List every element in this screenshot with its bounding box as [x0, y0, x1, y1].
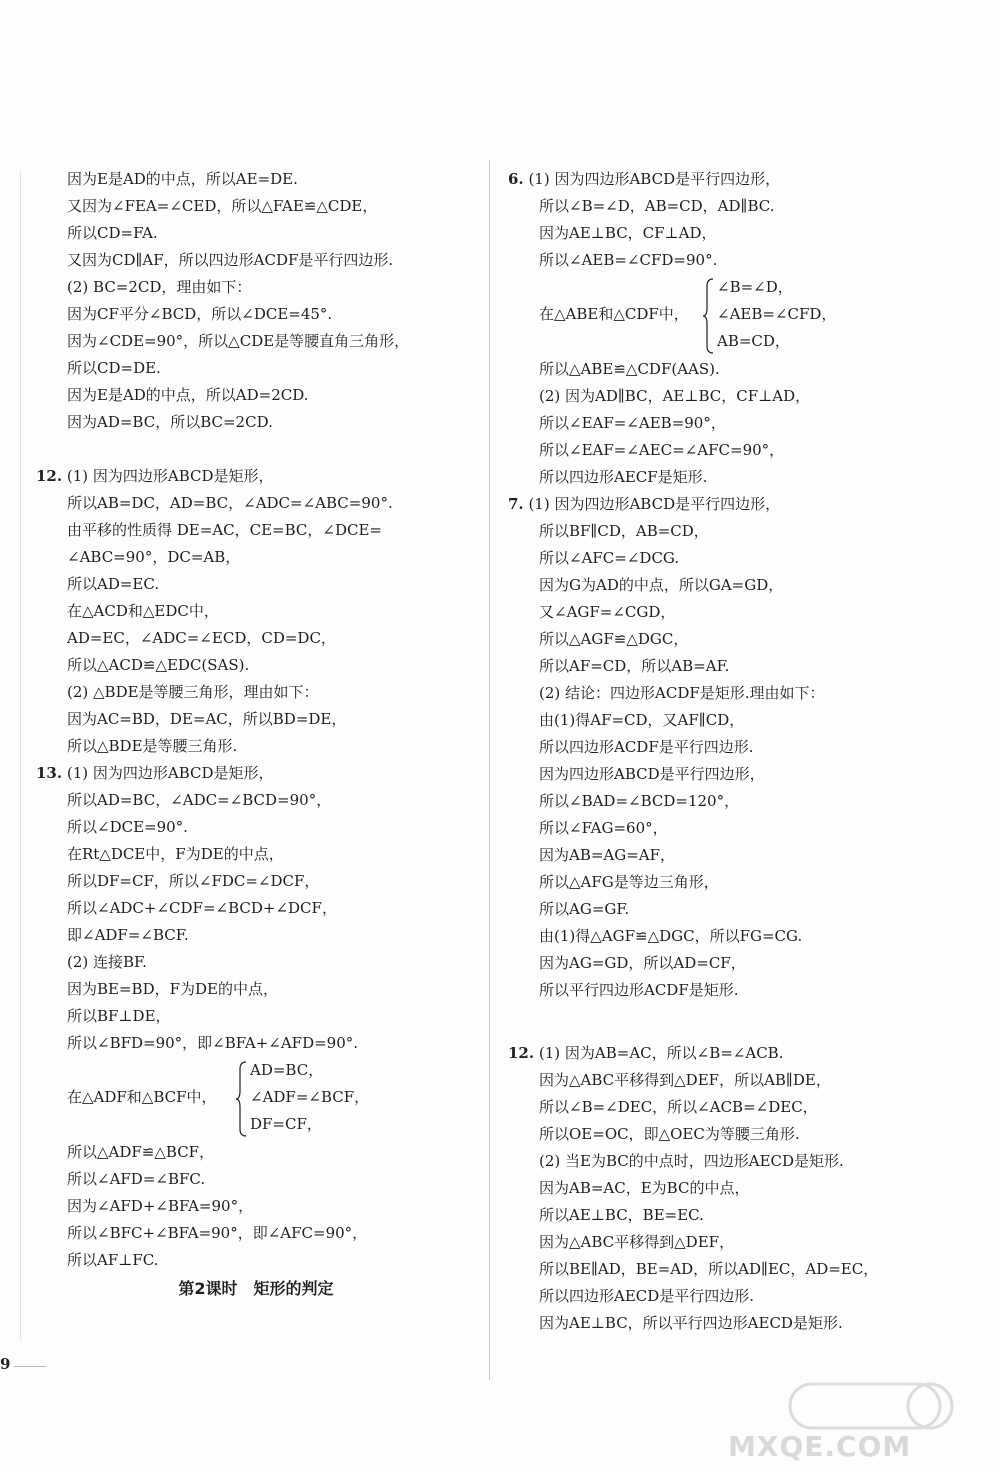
answer-line: 所以BF⊥DE， — [67, 1007, 171, 1025]
answer-line: 所以∠EAF=∠AEB=90°， — [539, 414, 726, 432]
answer-line: 因为∠CDE=90°，所以△CDE是等腰直角三角形， — [67, 332, 410, 350]
answer-line: 所以四边形AECD是平行四边形. — [539, 1287, 755, 1305]
answer-line: 所以AE⊥BC，BE=EC. — [539, 1206, 704, 1224]
answer-12-lines — [36, 463, 476, 760]
brace-lines — [717, 274, 836, 355]
answer-line: 因为AG=GD，所以AD=CF， — [539, 954, 746, 972]
answer-text: (1) 因为四边形ABCD是平行四边形， — [523, 170, 781, 188]
answer-line: 因为AB=AG=AF， — [539, 846, 676, 864]
answer-line: 所以∠EAF=∠AEC=∠AFC=90°， — [539, 441, 785, 459]
answer-line: 因为E是AD的中点，所以AD=2CD. — [67, 386, 309, 404]
answer-line: 所以∠FAG=60°， — [539, 819, 668, 837]
answer-text: (1) 因为四边形ABCD是矩形， — [62, 467, 274, 485]
question-number: 12. — [508, 1044, 535, 1062]
answer-line: 因为∠AFD+∠BFA=90°， — [67, 1197, 254, 1215]
answer-line: 所以∠ADC+∠CDF=∠BCD+∠DCF， — [67, 899, 337, 917]
answer-line: 所以OE=OC，即△OEC为等腰三角形. — [539, 1125, 800, 1143]
answer-line: 所以平行四边形ACDF是矩形. — [539, 981, 739, 999]
margin-rule — [20, 170, 21, 1340]
answer-line: 在Rt△DCE中，F为DE的中点， — [67, 845, 284, 863]
answer-line: 所以∠AFC=∠DCG. — [539, 549, 680, 567]
answer-line: 所以∠B=∠D，AB=CD，AD∥BC. — [539, 197, 775, 215]
answer-6 — [508, 166, 958, 491]
answer-line: 因为AC=BD，DE=AC，所以BD=DE， — [67, 710, 347, 728]
answer-line: 因为△ABC平移得到△DEF， — [539, 1233, 735, 1251]
answer-row-8-11 — [508, 1004, 958, 1040]
answer-line: 因为BE=BD，F为DE的中点， — [67, 980, 278, 998]
answer-line: 所以AG=GF. — [539, 900, 630, 918]
answer-line: 即∠ADF=∠BCF. — [67, 926, 189, 944]
answer-line: 由平移的性质得 DE=AC，CE=BC，∠DCE= — [67, 521, 382, 539]
answer-line: 因为AB=AC，E为BC的中点， — [539, 1179, 750, 1197]
column-divider — [489, 160, 490, 1380]
answer-line: (2) 因为AD∥BC，AE⊥BC，CF⊥AD， — [539, 387, 811, 405]
question-number: 7. — [508, 495, 524, 513]
answer-line: 所以AB=DC，AD=BC，∠ADC=∠ABC=90°. — [67, 494, 393, 512]
answer-line: AB=CD， — [717, 332, 790, 350]
answer-line: 又∠AGF=∠CGD， — [539, 603, 676, 621]
answer-line: 因为△ABC平移得到△DEF，所以AB∥DE， — [539, 1071, 831, 1089]
answer-line: 因为AE⊥BC，所以平行四边形AECD是矩形. — [539, 1314, 843, 1332]
answer-line: AD=EC，∠ADC=∠ECD，CD=DC， — [67, 629, 336, 647]
answer-line — [36, 463, 476, 490]
answer-line: ∠AEB=∠CFD， — [717, 305, 837, 323]
right-column — [508, 166, 958, 1337]
answer-line: 因为AD=BC，所以BC=2CD. — [67, 413, 273, 431]
answer-line: 又因为∠FEA=∠CED，所以△FAE≌△CDE， — [67, 197, 378, 215]
answer-line: AD=BC， — [250, 1061, 324, 1079]
answer-line: 所以△AGF≌△DGC， — [539, 630, 689, 648]
answer-line: 所以∠AEB=∠CFD=90°. — [539, 251, 718, 269]
answer-6-lines — [508, 166, 958, 274]
answer-line: 所以AF⊥FC. — [67, 1251, 159, 1269]
answer-line: 所以AD=BC，∠ADC=∠BCD=90°， — [67, 791, 332, 809]
answer-block-continued — [36, 166, 476, 436]
section-title: 第2课时 矩形的判定 — [178, 1279, 334, 1298]
answer-line: 所以△ABE≌△CDF(AAS). — [539, 360, 720, 378]
answer-line: 所以∠AFD=∠BFC. — [67, 1170, 206, 1188]
answer-6-lines-continued — [508, 356, 958, 491]
answer-line: 所以∠BFC+∠BFA=90°，即∠AFC=90°， — [67, 1224, 368, 1242]
answer-line: 由(1)得△AGF≌△DGC，所以FG=CG. — [539, 927, 803, 945]
answer-line: 因为CF平分∠BCD，所以∠DCE=45°. — [67, 305, 333, 323]
left-column — [36, 166, 476, 1331]
answer-line: 所以AD=EC. — [67, 575, 160, 593]
answer-line: 所以∠DCE=90°. — [67, 818, 188, 836]
answer-line: 因为G为AD的中点，所以GA=GD， — [539, 576, 784, 594]
answer-line: ∠ABC=90°，DC=AB， — [67, 548, 241, 566]
answer-line: ∠B=∠D， — [717, 278, 793, 296]
answer-line — [508, 166, 958, 193]
answer-line: 所以∠B=∠DEC，所以∠ACB=∠DEC， — [539, 1098, 818, 1116]
answer-13-lines — [36, 760, 476, 1057]
page-number-rule — [14, 1366, 46, 1367]
answer-line: 因为四边形ABCD是平行四边形， — [539, 765, 765, 783]
answer-line: 所以△AFG是等边三角形， — [539, 873, 719, 891]
curly-brace-icon — [236, 1061, 248, 1137]
answer-line: 所以BF∥CD，AB=CD， — [539, 522, 709, 540]
watermark — [640, 1378, 980, 1468]
answer-12-lines — [508, 1040, 958, 1337]
page-number: 9 — [0, 1355, 11, 1373]
answer-line: 所以∠BAD=∠BCD=120°， — [539, 792, 740, 810]
curly-brace-icon — [703, 278, 715, 354]
answer-line: 因为AE⊥BC，CF⊥AD， — [539, 224, 717, 242]
answer-line: ∠ADF=∠BCF， — [250, 1088, 370, 1106]
answer-13-lines-continued — [36, 1139, 476, 1274]
answer-line: (2) BC=2CD，理由如下： — [67, 278, 252, 296]
answer-line — [36, 760, 476, 787]
answer-line: 所以CD=FA. — [67, 224, 158, 242]
answer-line: 所以四边形AECF是矩形. — [539, 468, 708, 486]
answer-line: 所以∠BFD=90°，即∠BFA+∠AFD=90°. — [67, 1034, 359, 1052]
watermark-text: MXQE.COM — [728, 1430, 912, 1463]
answer-line: (2) 当E为BC的中点时，四边形AECD是矩形. — [539, 1152, 844, 1170]
brace-system: 在△ADF和△BCF中， AD=BC， ∠ADF=∠BCF， DF=CF， — [36, 1057, 476, 1139]
answer-text: (1) 因为四边形ABCD是矩形， — [62, 764, 274, 782]
answer-line — [508, 1040, 958, 1067]
answer-12 — [36, 463, 476, 760]
question-number: 6. — [508, 170, 524, 188]
answer-line: 所以CD=DE. — [67, 359, 161, 377]
answer-line: 由(1)得AF=CD，又AF∥CD， — [539, 711, 745, 729]
answer-13 — [36, 760, 476, 1274]
answer-line: DF=CF， — [250, 1115, 322, 1133]
answer-12 — [508, 1040, 958, 1337]
answer-line: 所以四边形ACDF是平行四边形. — [539, 738, 754, 756]
answer-line: (2) 连接BF. — [67, 953, 147, 971]
question-number: 12. — [36, 467, 63, 485]
answer-line — [508, 491, 958, 518]
answer-line: 所以AF=CD，所以AB=AF. — [539, 657, 730, 675]
answer-line: 所以△BDE是等腰三角形. — [67, 737, 238, 755]
answer-7-lines — [508, 491, 958, 1004]
answer-line: 因为E是AD的中点，所以AE=DE. — [67, 170, 298, 188]
answer-text: (1) 因为AB=AC，所以∠B=∠ACB. — [534, 1044, 784, 1062]
brace-system: 在△ABE和△CDF中， ∠B=∠D， ∠AEB=∠CFD， AB=CD， — [508, 274, 958, 356]
brace-lines — [250, 1057, 369, 1138]
answer-line: (2) 结论：四边形ACDF是矩形.理由如下： — [539, 684, 825, 702]
answer-7 — [508, 491, 958, 1004]
question-number: 13. — [36, 764, 63, 782]
answer-line: 所以△ACD≌△EDC(SAS). — [67, 656, 250, 674]
answer-line: 所以BE∥AD，BE=AD，所以AD∥EC，AD=EC， — [539, 1260, 879, 1278]
answer-line: 又因为CD∥AF，所以四边形ACDF是平行四边形. — [67, 251, 394, 269]
answer-row-1-5 — [36, 1304, 476, 1331]
answer-row-8-11 — [36, 436, 476, 463]
answer-line: 在△ACD和△EDC中， — [67, 602, 219, 620]
answer-line: 所以DF=CF，所以∠FDC=∠DCF， — [67, 872, 320, 890]
answer-line: (2) △BDE是等腰三角形，理由如下： — [67, 683, 319, 701]
answer-line: 所以△ADF≌△BCF， — [67, 1143, 215, 1161]
answer-text: (1) 因为四边形ABCD是平行四边形， — [523, 495, 781, 513]
